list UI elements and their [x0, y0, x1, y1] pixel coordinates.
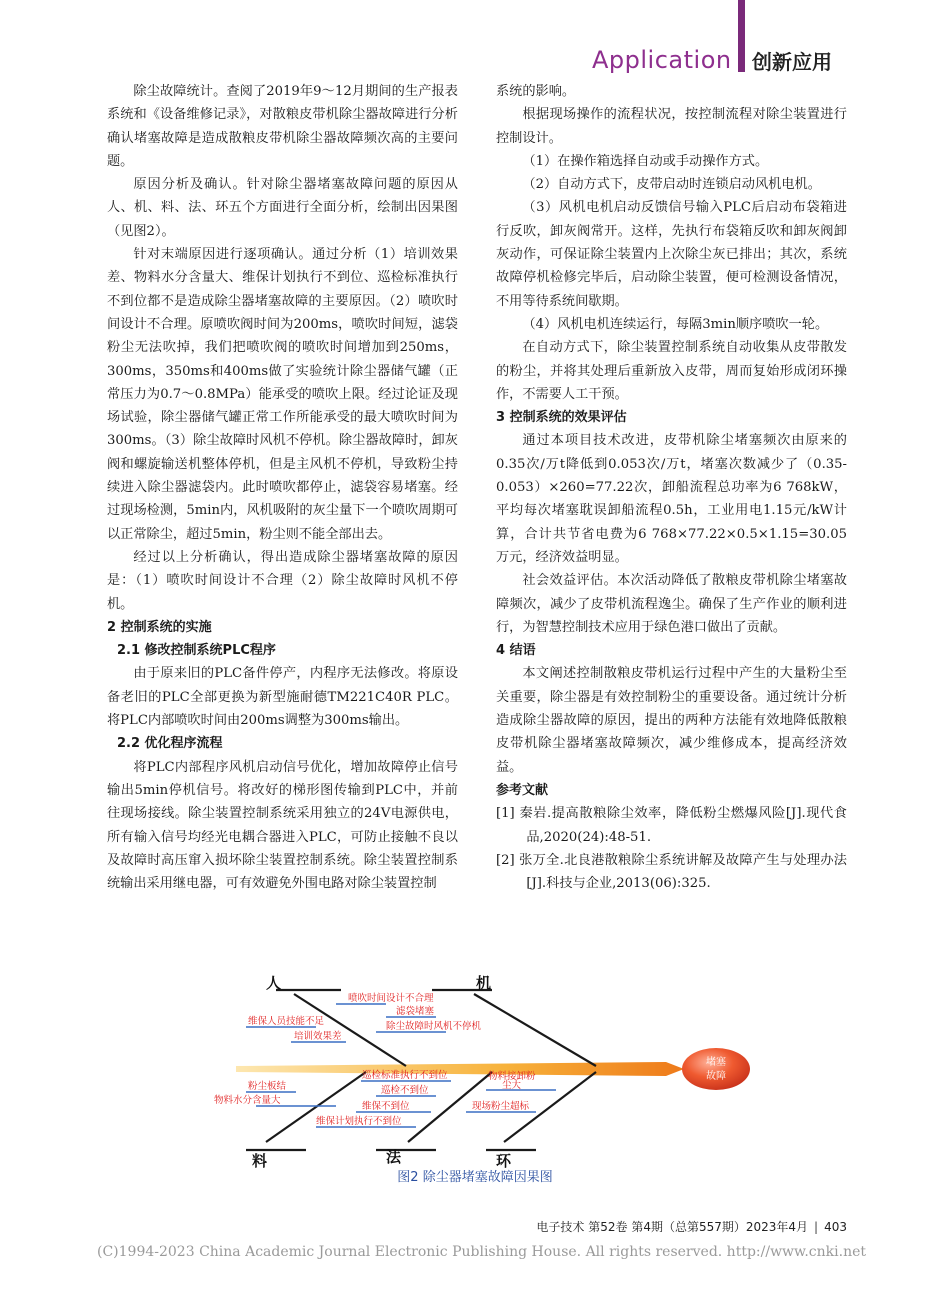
category-label: 料 — [252, 1152, 268, 1170]
cause-label: 喷吹时间设计不合理 — [348, 993, 434, 1004]
paragraph: 系统的影响。 — [496, 84, 576, 99]
copyright-notice: (C)1994-2023 China Academic Journal Electronic Publishing House. All rights reserved. http://www.cnki.net — [97, 1244, 867, 1260]
paragraph: 经过以上分析确认，得出造成除尘器堵塞故障的原因是：（1）喷吹时间设计不合理（2）除尘故障时风机不停机。 — [107, 549, 458, 612]
spine-arrow — [236, 1062, 684, 1076]
effect-node — [682, 1048, 750, 1090]
cause-label: 除尘故障时风机不停机 — [386, 1021, 482, 1032]
paragraph: 原因分析及确认。针对除尘器堵塞故障问题的原因从人、机、料、法、环五个方面进行全面分析，绘制出因果图（见图2）。 — [107, 177, 458, 239]
paragraph: 本文阐述控制散粮皮带机运行过程中产生的大量粉尘至关重要，除尘器是有效控制粉尘的重要设备。通过统计分析造成除尘器故障的原因，提出的两种方法能有效地降低散粮皮带机除尘器堵塞故障频次，减少维修成本，提高经济效益。 — [496, 666, 847, 775]
left-column — [107, 80, 458, 895]
section-heading: 4 结语 — [496, 643, 536, 659]
paragraph: 由于原来旧的PLC备件停产，内程序无法修改。将原设备老旧的PLC全部更换为新型施耐德TM221C40R PLC。将PLC内部喷吹时间由200ms调整为300ms输出。 — [107, 666, 458, 729]
bone-ji — [474, 994, 596, 1066]
cause-label: 尘大 — [502, 1080, 522, 1091]
section-heading: 3 控制系统的效果评估 — [496, 410, 627, 426]
effect-label: 堵塞 — [706, 1057, 726, 1068]
paragraph: （3）风机电机启动反馈信号输入PLC后启动布袋箱进行反吹，卸灰阀常开。这样，先执行布袋箱反吹和卸灰阀卸灰动作，可保证除尘装置内上次除尘灰已排出；其次，系统故障停机检修完毕后，启动除尘装置，便可检测设备情况，不用等待系统间歇期。 — [496, 200, 847, 309]
cause-label: 现场粉尘超标 — [472, 1101, 530, 1112]
cause-label: 维保人员技能不足 — [248, 1016, 325, 1027]
cause-label: 物料接卸粉 — [488, 1071, 536, 1082]
paragraph: 将PLC内部程序风机启动信号优化，增加故障停止信号输出5min停机信号。将改好的梯形图传输到PLC中，并前往现场接线。除尘装置控制系统采用独立的24V电源供电，所有输入信号均经光电耦合器进入PLC，可防止接触不良以及故障时高压窜入损坏除尘装置控制系统。除尘装置控制系统输出采用继电器，可有效避免外围电路对除尘装置控制 — [107, 759, 458, 892]
page-header — [0, 0, 950, 80]
category-label: 环 — [496, 1152, 512, 1170]
section-heading: 2 控制系统的实施 — [107, 619, 212, 635]
figure-caption: 图2 除尘器堵塞故障因果图 — [397, 1170, 553, 1185]
paragraph: 在自动方式下，除尘装置控制系统自动收集从皮带散发的粉尘，并将其处理后重新放入皮带，周而复始形成闭环操作，不需要人工干预。 — [496, 340, 847, 402]
references-heading: 参考文献 — [496, 782, 549, 798]
paragraph: （2）自动方式下，皮带启动时连锁启动风机电机。 — [522, 177, 821, 193]
cause-label: 培训效果差 — [294, 1031, 342, 1042]
page-number: 403 — [824, 1220, 847, 1234]
section-label-zh: 创新应用 — [752, 50, 832, 74]
paragraph: 通过本项目技术改进，皮带机除尘堵塞频次由原来的0.35次/万t降低到0.053次/万t，堵塞次数减少了（0.35-0.053）×260=77.22次，卸船流程总功率为6 768kW，平均每次堵塞耽误卸船流程0.5h，工业用电1.15元/kW计算，合计共节省电费为6 768×77.22×0.5×1.15=30.05万元，经济效益明显。 — [496, 433, 847, 565]
cause-label: 滤袋堵塞 — [396, 1006, 435, 1017]
category-label: 机 — [476, 974, 492, 992]
paragraph: 根据现场操作的流程状况，按控制流程对除尘装置进行控制设计。 — [496, 107, 847, 146]
section-label-en: Application — [592, 46, 732, 74]
effect-label: 故障 — [706, 1071, 726, 1082]
paragraph: （4）风机电机连续运行，每隔3min顺序喷吹一轮。 — [522, 316, 829, 332]
paragraph: 社会效益评估。本次活动降低了散粮皮带机除尘堵塞故障频次，减少了皮带机流程逸尘。确保了生产作业的顺利进行，为智慧控制技术应用于绿色港口做出了贡献。 — [496, 573, 847, 635]
fishbone-diagram — [214, 972, 792, 1170]
cause-label: 维保计划执行不到位 — [316, 1116, 402, 1127]
category-label: 人 — [266, 974, 282, 992]
header-accent-bar — [738, 0, 745, 72]
journal-info: 电子技术 第52卷 第4期（总第557期）2023年4月 | 403 — [536, 1220, 847, 1234]
paragraph: 除尘故障统计。查阅了2019年9～12月期间的生产报表系统和《设备维修记录》，对散粮皮带机除尘器故障进行分析确认堵塞故障是造成散粮皮带机除尘器故障频次高的主要问题。 — [107, 84, 458, 169]
subsection-heading: 2.2 优化程序流程 — [117, 736, 223, 752]
paragraph: 针对末端原因进行逐项确认。通过分析（1）培训效果差、物料水分含量大、维保计划执行不到位、巡检标准执行不到位都不是造成除尘器堵塞故障的主要原因。（2）喷吹时间设计不合理。原喷吹阀时间为200ms，喷吹时间短，滤袋粉尘无法吹掉，我们把喷吹阀的喷吹时间增加到250ms，300ms，350ms和400ms做了实验统计除尘器储气罐（正常压力为0.7～0.8MPa）能承受的喷吹上限。经过论证及现场试验，除尘器储气罐正常工作所能承受的最大喷吹时间为300ms。（3）除尘故障时风机不停机。除尘器故障时，卸灰阀和螺旋输送机整体停机，但是主风机不停机，导致粉尘持续进入除尘器滤袋内。此时喷吹都停止，滤袋容易堵塞。经过现场检测，5min内，风机吸附的灰尘量下一个喷吹周期可以正常除尘，超过5min，粉尘则不能全部出去。 — [107, 247, 458, 542]
cause-label: 维保不到位 — [362, 1101, 410, 1112]
reference-item: [2] 张万全.北良港散粮除尘系统讲解及故障产生与处理办法[J].科技与企业,2013(06):325. — [496, 852, 847, 892]
page-footer — [0, 1218, 950, 1290]
cause-label: 物料水分含量大 — [214, 1095, 281, 1106]
cause-label: 巡检标准执行不到位 — [362, 1070, 448, 1081]
category-label: 法 — [386, 1148, 402, 1166]
cause-label: 巡检不到位 — [381, 1085, 429, 1096]
journal-citation: 电子技术 第52卷 第4期（总第557期）2023年4月 — [536, 1220, 809, 1234]
right-column — [496, 80, 847, 895]
reference-item: [1] 秦岩.提高散粮除尘效率，降低粉尘燃爆风险[J].现代食品,2020(24):48-51. — [496, 806, 847, 845]
subsection-heading: 2.1 修改控制系统PLC程序 — [117, 643, 276, 659]
paragraph: （1）在操作箱选择自动或手动操作方式。 — [522, 153, 769, 169]
cause-label: 粉尘板结 — [248, 1081, 287, 1092]
